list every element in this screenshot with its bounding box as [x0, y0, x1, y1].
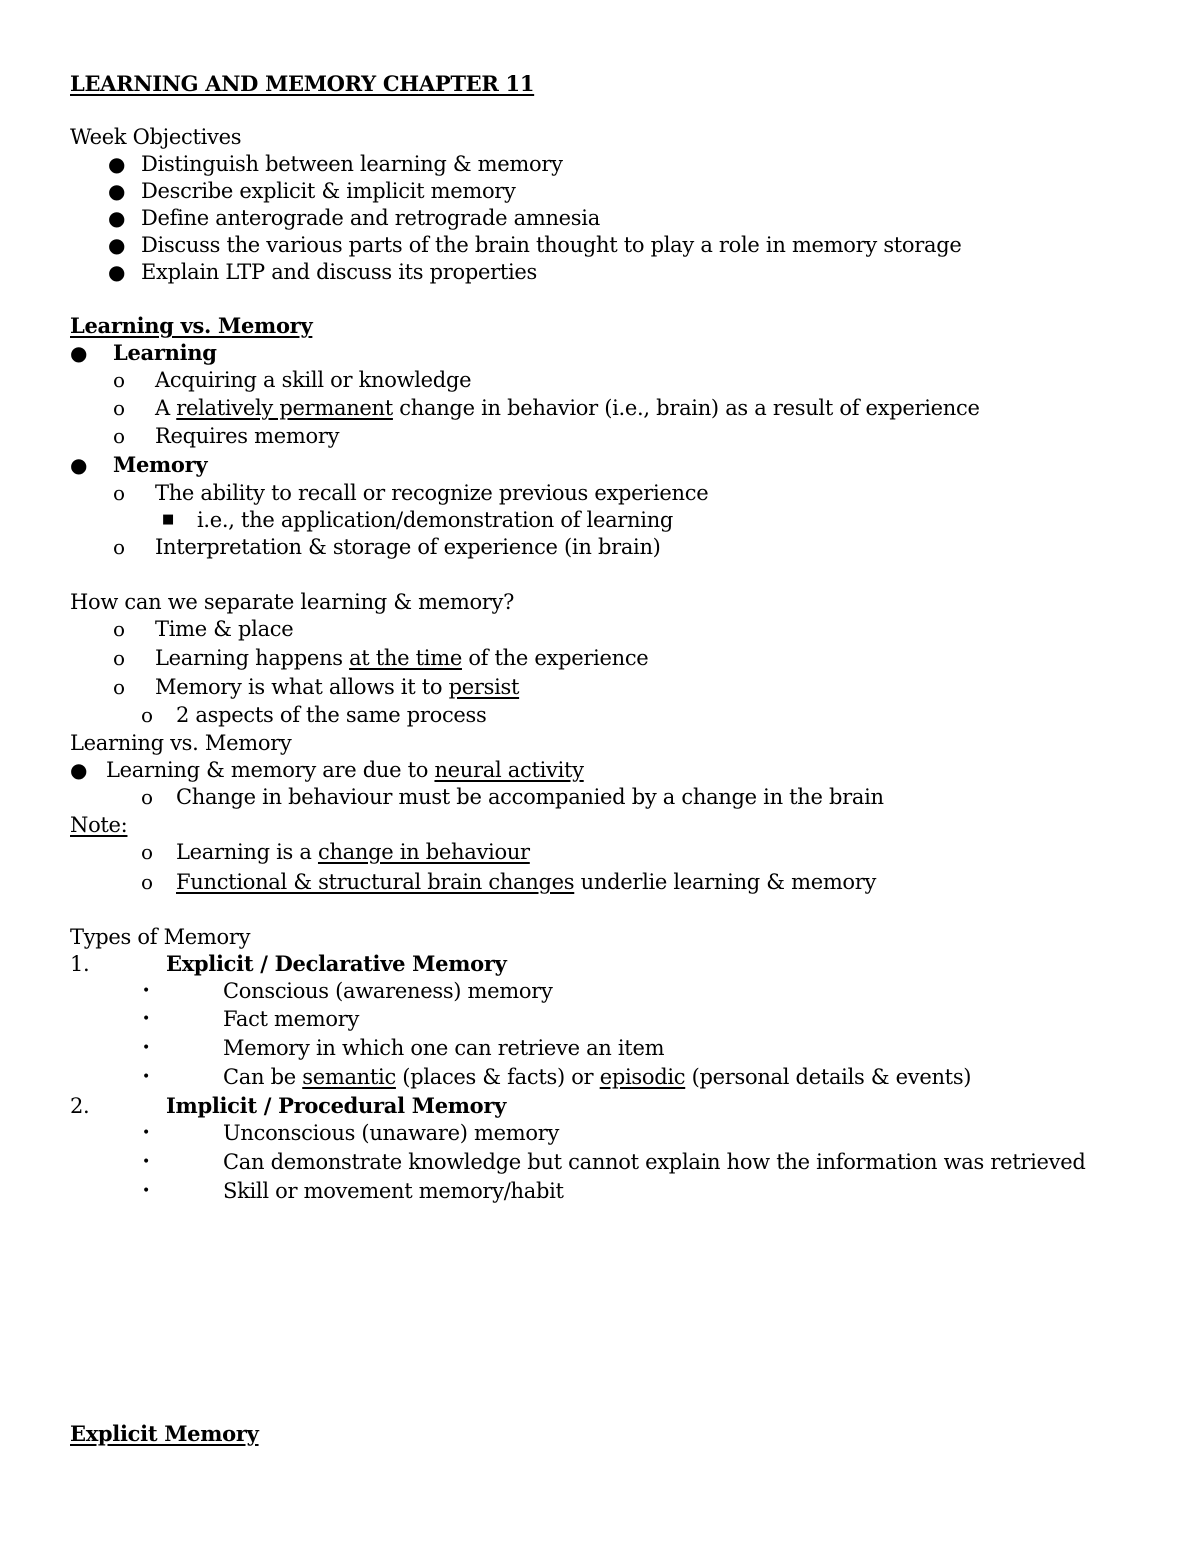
bullet-icon: ●: [108, 152, 126, 176]
list-number: 2.: [70, 1094, 90, 1118]
implicit-title: Implicit / Procedural Memory: [166, 1093, 507, 1118]
explicit-point: Can be semantic (places & facts) or episodic (personal details & events): [223, 1065, 972, 1089]
small-bullet-icon: •: [142, 1125, 151, 1141]
note-point: Learning is a change in behaviour: [176, 840, 530, 864]
objective-item: Discuss the various parts of the brain thought to play a role in memory storage: [141, 233, 962, 257]
memory-subpoint: i.e., the application/demonstration of learning: [197, 508, 674, 532]
objective-item: Describe explicit & implicit memory: [141, 179, 516, 203]
small-bullet-icon: •: [142, 1040, 151, 1056]
circle-bullet-icon: o: [113, 675, 126, 699]
learning-point: A relatively permanent change in behavior (i.e., brain) as a result of experience: [155, 396, 980, 420]
neural-subpoint: Change in behaviour must be accompanied by a change in the brain: [176, 785, 884, 809]
separate-question: How can we separate learning & memory?: [70, 590, 515, 614]
memory-label: Memory: [113, 452, 208, 477]
circle-bullet-icon: o: [113, 646, 126, 670]
separate-point: Time & place: [155, 617, 294, 641]
note-label: Note:: [70, 813, 128, 837]
bullet-icon: ●: [70, 758, 88, 782]
list-number: 1.: [70, 952, 90, 976]
bullet-icon: ●: [108, 179, 126, 203]
explicit-memory-heading: Explicit Memory: [70, 1421, 259, 1446]
bullet-icon: ●: [108, 260, 126, 284]
learning-label: Learning: [113, 340, 217, 365]
small-bullet-icon: •: [142, 1154, 151, 1170]
explicit-point: Memory in which one can retrieve an item: [223, 1036, 665, 1060]
objective-item: Explain LTP and discuss its properties: [141, 260, 538, 284]
explicit-title: Explicit / Declarative Memory: [166, 951, 507, 976]
bullet-icon: ●: [70, 341, 88, 365]
circle-bullet-icon: o: [113, 481, 126, 505]
note-point: Functional & structural brain changes underlie learning & memory: [176, 870, 877, 894]
small-bullet-icon: •: [142, 1069, 151, 1085]
circle-bullet-icon: o: [141, 785, 154, 809]
explicit-point: Fact memory: [223, 1007, 360, 1031]
objective-item: Distinguish between learning & memory: [141, 152, 563, 176]
section-heading-learning-vs-memory: Learning vs. Memory: [70, 313, 313, 338]
separate-point: Learning happens at the time of the experience: [155, 646, 649, 670]
memory-point: The ability to recall or recognize previous experience: [155, 481, 709, 505]
objective-item: Define anterograde and retrograde amnesia: [141, 206, 600, 230]
circle-bullet-icon: o: [113, 368, 126, 392]
bullet-icon: ●: [108, 233, 126, 257]
small-bullet-icon: •: [142, 1011, 151, 1027]
circle-bullet-icon: o: [113, 396, 126, 420]
small-bullet-icon: •: [142, 983, 151, 999]
separate-point: 2 aspects of the same process: [176, 703, 487, 727]
small-bullet-icon: •: [142, 1183, 151, 1199]
implicit-point: Unconscious (unaware) memory: [223, 1121, 560, 1145]
circle-bullet-icon: o: [113, 535, 126, 559]
square-bullet-icon: ■: [162, 512, 175, 527]
section-heading-learning-vs-memory-2: Learning vs. Memory: [70, 731, 292, 755]
circle-bullet-icon: o: [141, 870, 154, 894]
bullet-icon: ●: [70, 453, 88, 477]
bullet-icon: ●: [108, 206, 126, 230]
circle-bullet-icon: o: [113, 424, 126, 448]
implicit-point: Can demonstrate knowledge but cannot explain how the information was retrieved: [223, 1150, 1086, 1174]
explicit-point: Conscious (awareness) memory: [223, 979, 553, 1003]
neural-point: Learning & memory are due to neural activity: [106, 758, 584, 782]
page-title: LEARNING AND MEMORY CHAPTER 11: [70, 71, 535, 96]
learning-point: Requires memory: [155, 424, 340, 448]
separate-point: Memory is what allows it to persist: [155, 675, 520, 699]
implicit-point: Skill or movement memory/habit: [223, 1179, 564, 1203]
learning-point: Acquiring a skill or knowledge: [155, 368, 472, 392]
types-heading: Types of Memory: [70, 925, 251, 949]
objectives-heading: Week Objectives: [70, 125, 242, 149]
memory-point: Interpretation & storage of experience (in brain): [155, 535, 661, 559]
circle-bullet-icon: o: [141, 840, 154, 864]
circle-bullet-icon: o: [141, 703, 154, 727]
circle-bullet-icon: o: [113, 617, 126, 641]
